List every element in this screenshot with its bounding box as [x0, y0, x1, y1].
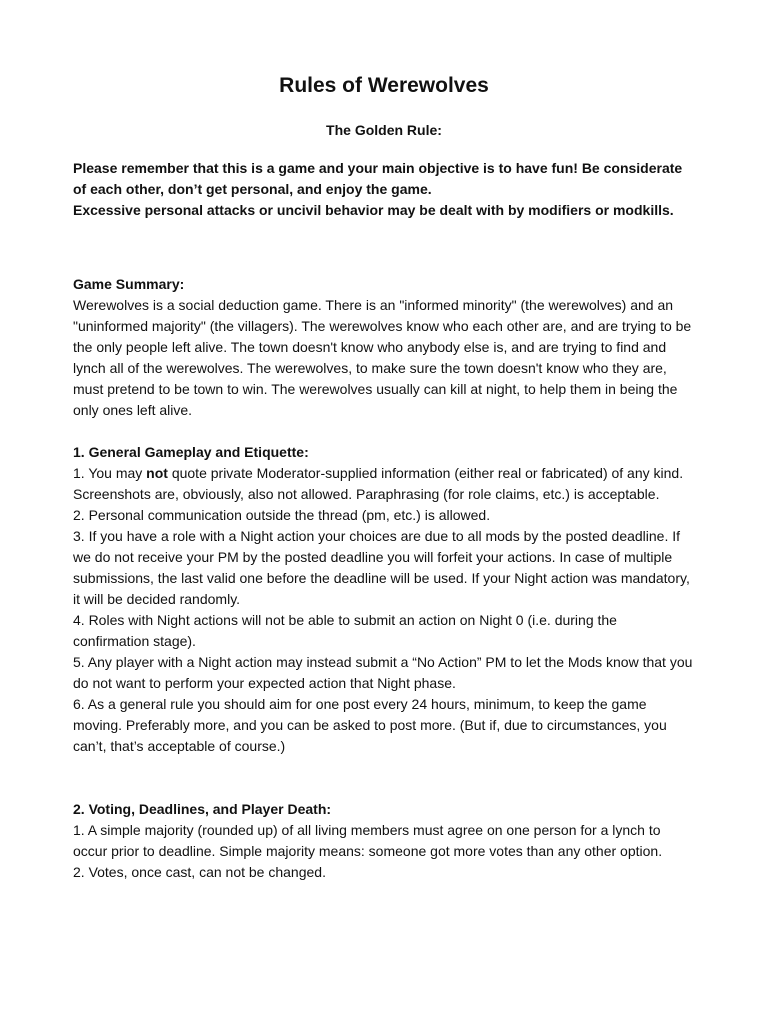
voting-section	[73, 799, 695, 883]
game-summary-body: Werewolves is a social deduction game. There is an "informed minority" (the werewolves) and an "uninformed majority" (the villagers). The werewolves know who each other are, and are trying to be the only people left alive. The town doesn't know who anybody else is, and are trying to find and lynch all of the werewolves. The werewolves, to make sure the town doesn't know who they are, must pretend to be town to win. The werewolves usually can kill at night, to help them in being the only ones left alive.	[73, 297, 692, 418]
voting-heading: 2. Voting, Deadlines, and Player Death:	[73, 801, 332, 817]
general-gameplay-section	[73, 442, 695, 757]
document-title: Rules of Werewolves	[279, 74, 489, 97]
game-summary-heading: Game Summary:	[73, 276, 185, 292]
general-rule-1-post: quote private Moderator-supplied information (either real or fabricated) of any kind. Screenshots are, obviously, also not allowed. Paraphrasing (for role claims, etc.) is acceptable.	[73, 465, 684, 502]
general-rule-1	[73, 463, 695, 505]
golden-rule-text	[73, 158, 695, 221]
voting-rule-2: 2. Votes, once cast, can not be changed.	[73, 864, 326, 880]
general-rule-1-pre: 1. You may	[73, 465, 147, 481]
golden-rule-heading: The Golden Rule:	[326, 122, 442, 138]
game-summary-section	[73, 274, 695, 421]
general-rule-4: 4. Roles with Night actions will not be able to submit an action on Night 0 (i.e. during the confirmation stage).	[73, 612, 617, 649]
voting-rule-1: 1. A simple majority (rounded up) of all living members must agree on one person for a lynch to occur prior to deadline. Simple majority means: someone got more votes than any other option.	[73, 822, 663, 859]
general-rule-1-emphasis: not	[146, 465, 168, 481]
golden-rule-line-2: Excessive personal attacks or uncivil behavior may be dealt with by modifiers or modkills.	[73, 202, 674, 218]
general-rule-3: 3. If you have a role with a Night action your choices are due to all mods by the posted deadline. If we do not receive your PM by the posted deadline you will forfeit your actions. In case of multiple submissions, the last valid one before the deadline will be used. If your Night action was mandatory, it will be decided randomly.	[73, 528, 690, 607]
general-gameplay-heading: 1. General Gameplay and Etiquette:	[73, 444, 309, 460]
general-rule-6: 6. As a general rule you should aim for one post every 24 hours, minimum, to keep the game moving. Preferably more, and you can be asked to post more. (But if, due to circumstances, you can’t, that’s acceptable of course.)	[73, 696, 667, 754]
golden-rule-line-1: Please remember that this is a game and your main objective is to have fun! Be considerate of each other, don’t get personal, and enjoy the game.	[73, 160, 683, 197]
general-rule-2: 2. Personal communication outside the thread (pm, etc.) is allowed.	[73, 507, 491, 523]
general-rule-5: 5. Any player with a Night action may instead submit a “No Action” PM to let the Mods know that you do not want to perform your expected action that Night phase.	[73, 654, 693, 691]
